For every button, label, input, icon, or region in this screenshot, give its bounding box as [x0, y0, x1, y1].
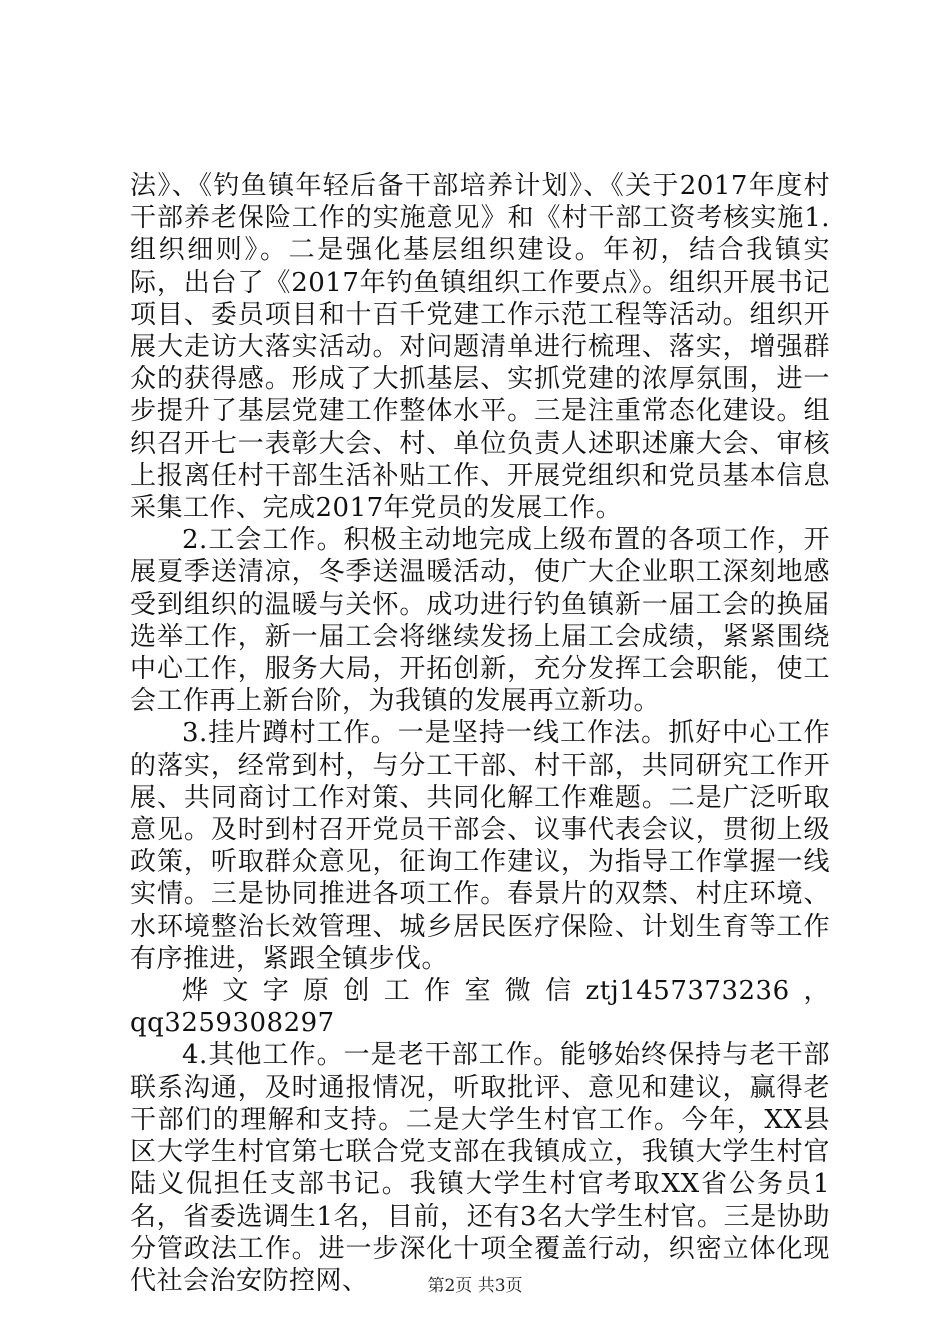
paragraph-union-work: 2.工会工作。积极主动地完成上级布置的各项工作，开展夏季送清凉，冬季送温暖活动，使广大企业职工深刻地感受到组织的温暖与关怀。成功进行钓鱼镇新一届工会的换届选举工作，新一届工会将继续发扬上届工会成绩，紧紧围绕中心工作，服务大局，开拓创新，充分发挥工会职能，使工会工作再上新台阶，为我镇的发展再立新功。	[130, 525, 830, 717]
paragraph-party-building: 法》、《钓鱼镇年轻后备干部培养计划》、《关于2017年度村干部养老保险工作的实施意见》和《村干部工资考核实施1.组织细则》。二是强化基层组织建设。年初，结合我镇实际，出台了《2017年钓鱼镇组织工作要点》。组织开展书记项目、委员项目和十百千党建工作示范工程等活动。组织开展大走访大落实活动。对问题清单进行梳理、落实，增强群众的获得感。形成了大抓基层、实抓党建的浓厚氛围，进一步提升了基层党建工作整体水平。三是注重常态化建设。组织召开七一表彰大会、村、单位负责人述职述廉大会、审核上报离任村干部生活补贴工作、开展党组织和党员基本信息采集工作、完成2017年党员的发展工作。	[130, 171, 830, 524]
paragraph-village-work: 3.挂片蹲村工作。一是坚持一线工作法。抓好中心工作的落实，经常到村，与分工干部、村干部，共同研究工作开展、共同商讨工作对策、共同化解工作难题。二是广泛听取意见。及时到村召开党员干部会、议事代表会议，贯彻上级政策，听取群众意见，征询工作建议，为指导工作掌握一线实情。三是协同推进各项工作。春景片的双禁、村庄环境、水环境整治长效管理、城乡居民医疗保险、计划生育等工作有序推进，紧跟全镇步伐。	[130, 718, 830, 974]
page-number-footer: 第2页 共3页	[427, 1276, 523, 1296]
document-body	[130, 170, 830, 1297]
paragraph-other-work: 4.其他工作。一是老干部工作。能够始终保持与老干部联系沟通，及时通报情况，听取批评、意见和建议，赢得老干部们的理解和支持。二是大学生村官工作。今年，XX县区大学生村官第七联合党支部在我镇成立，我镇大学生村官陆义侃担任支部书记。我镇大学生村官考取XX省公务员1名，省委选调生1名，目前，还有3名大学生村官。三是协助分管政法工作。进一步深化十项全覆盖行动，织密立体化现代社会治安防控网、	[130, 1040, 830, 1296]
paragraph-studio-contact: 烨文字原创工作室微信ztj1457373236，qq3259308297	[130, 976, 830, 1039]
